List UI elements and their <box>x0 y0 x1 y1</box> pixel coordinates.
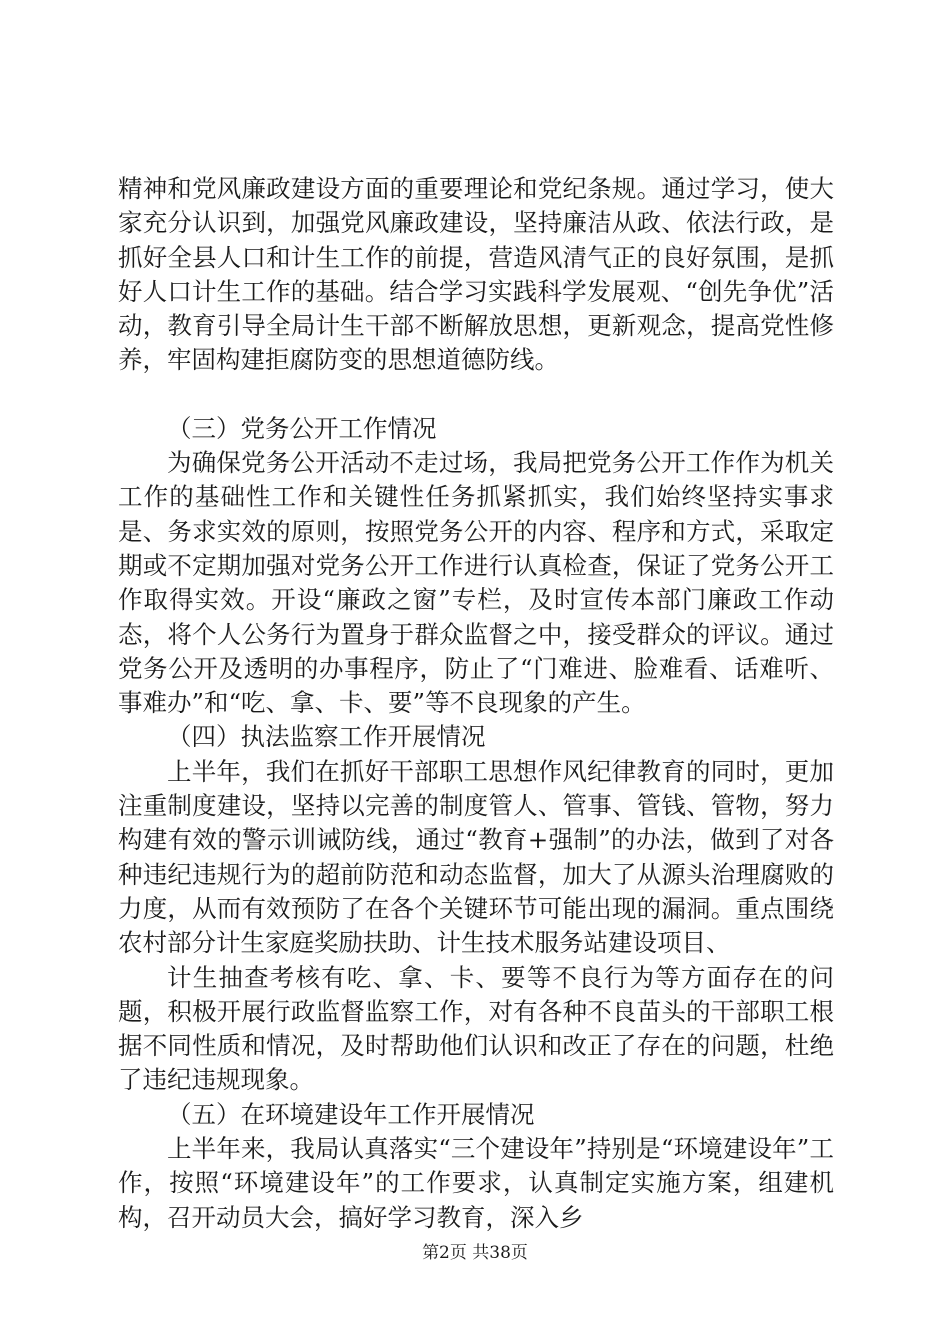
body-paragraph: 精神和党风廉政建设方面的重要理论和党纪条规。通过学习，使大家充分认识到，加强党风廉政建设，坚持廉洁从政、依法行政，是抓好全县人口和计生工作的前提，营造风清气正的良好氛围，是抓好人口计生工作的基础。结合学习实践科学发展观、“创先争优”活动，教育引导全局计生干部不断解放思想，更新观念，提高党性修养，牢固构建拒腐防变的思想道德防线。 <box>118 174 834 375</box>
section-heading: （四）执法监察工作开展情况 <box>167 722 486 752</box>
body-paragraph: 上半年来，我局认真落实“三个建设年”持别是“环境建设年”工作，按照“环境建设年”的工作要求，认真制定实施方案，组建机构，召开动员大会，搞好学习教育，深入乡 <box>118 1134 834 1232</box>
section-heading: （五）在环境建设年工作开展情况 <box>167 1099 535 1129</box>
body-paragraph: 上半年，我们在抓好干部职工思想作风纪律教育的同时，更加注重制度建设，坚持以完善的制度管人、管事、管钱、管物，努力构建有效的警示训诫防线，通过“教育+强制”的办法，做到了对各种违纪违规行为的超前防范和动态监督，加大了从源头治理腐败的力度，从而有效预防了在各个关键环节可能出现的漏洞。重点围绕农村部分计生家庭奖励扶助、计生技术服务站建设项目、 <box>118 756 834 958</box>
document-body <box>118 172 834 1235</box>
body-paragraph: 为确保党务公开活动不走过场，我局把党务公开工作作为机关工作的基础性工作和关键性任务抓紧抓实，我们始终坚持实事求是、务求实效的原则，按照党务公开的内容、程序和方式，采取定期或不定期加强对党务公开工作进行认真检查，保证了党务公开工作取得实效。开设“廉政之窗”专栏，及时宣传本部门廉政工作动态，将个人公务行为置身于群众监督之中，接受群众的评议。通过党务公开及透明的办事程序，防止了“门难进、脸难看、话难听、事难办”和“吃、拿、卡、要”等不良现象的产生。 <box>118 448 834 718</box>
section-heading: （三）党务公开工作情况 <box>167 413 437 443</box>
body-paragraph: 计生抽查考核有吃、拿、卡、要等不良行为等方面存在的问题，积极开展行政监督监察工作，对有各种不良苗头的干部职工根据不同性质和情况，及时帮助他们认识和改正了存在的问题，杜绝了违纪违规现象。 <box>118 962 834 1095</box>
page-number-footer: 第2页 共38页 <box>422 1243 528 1263</box>
